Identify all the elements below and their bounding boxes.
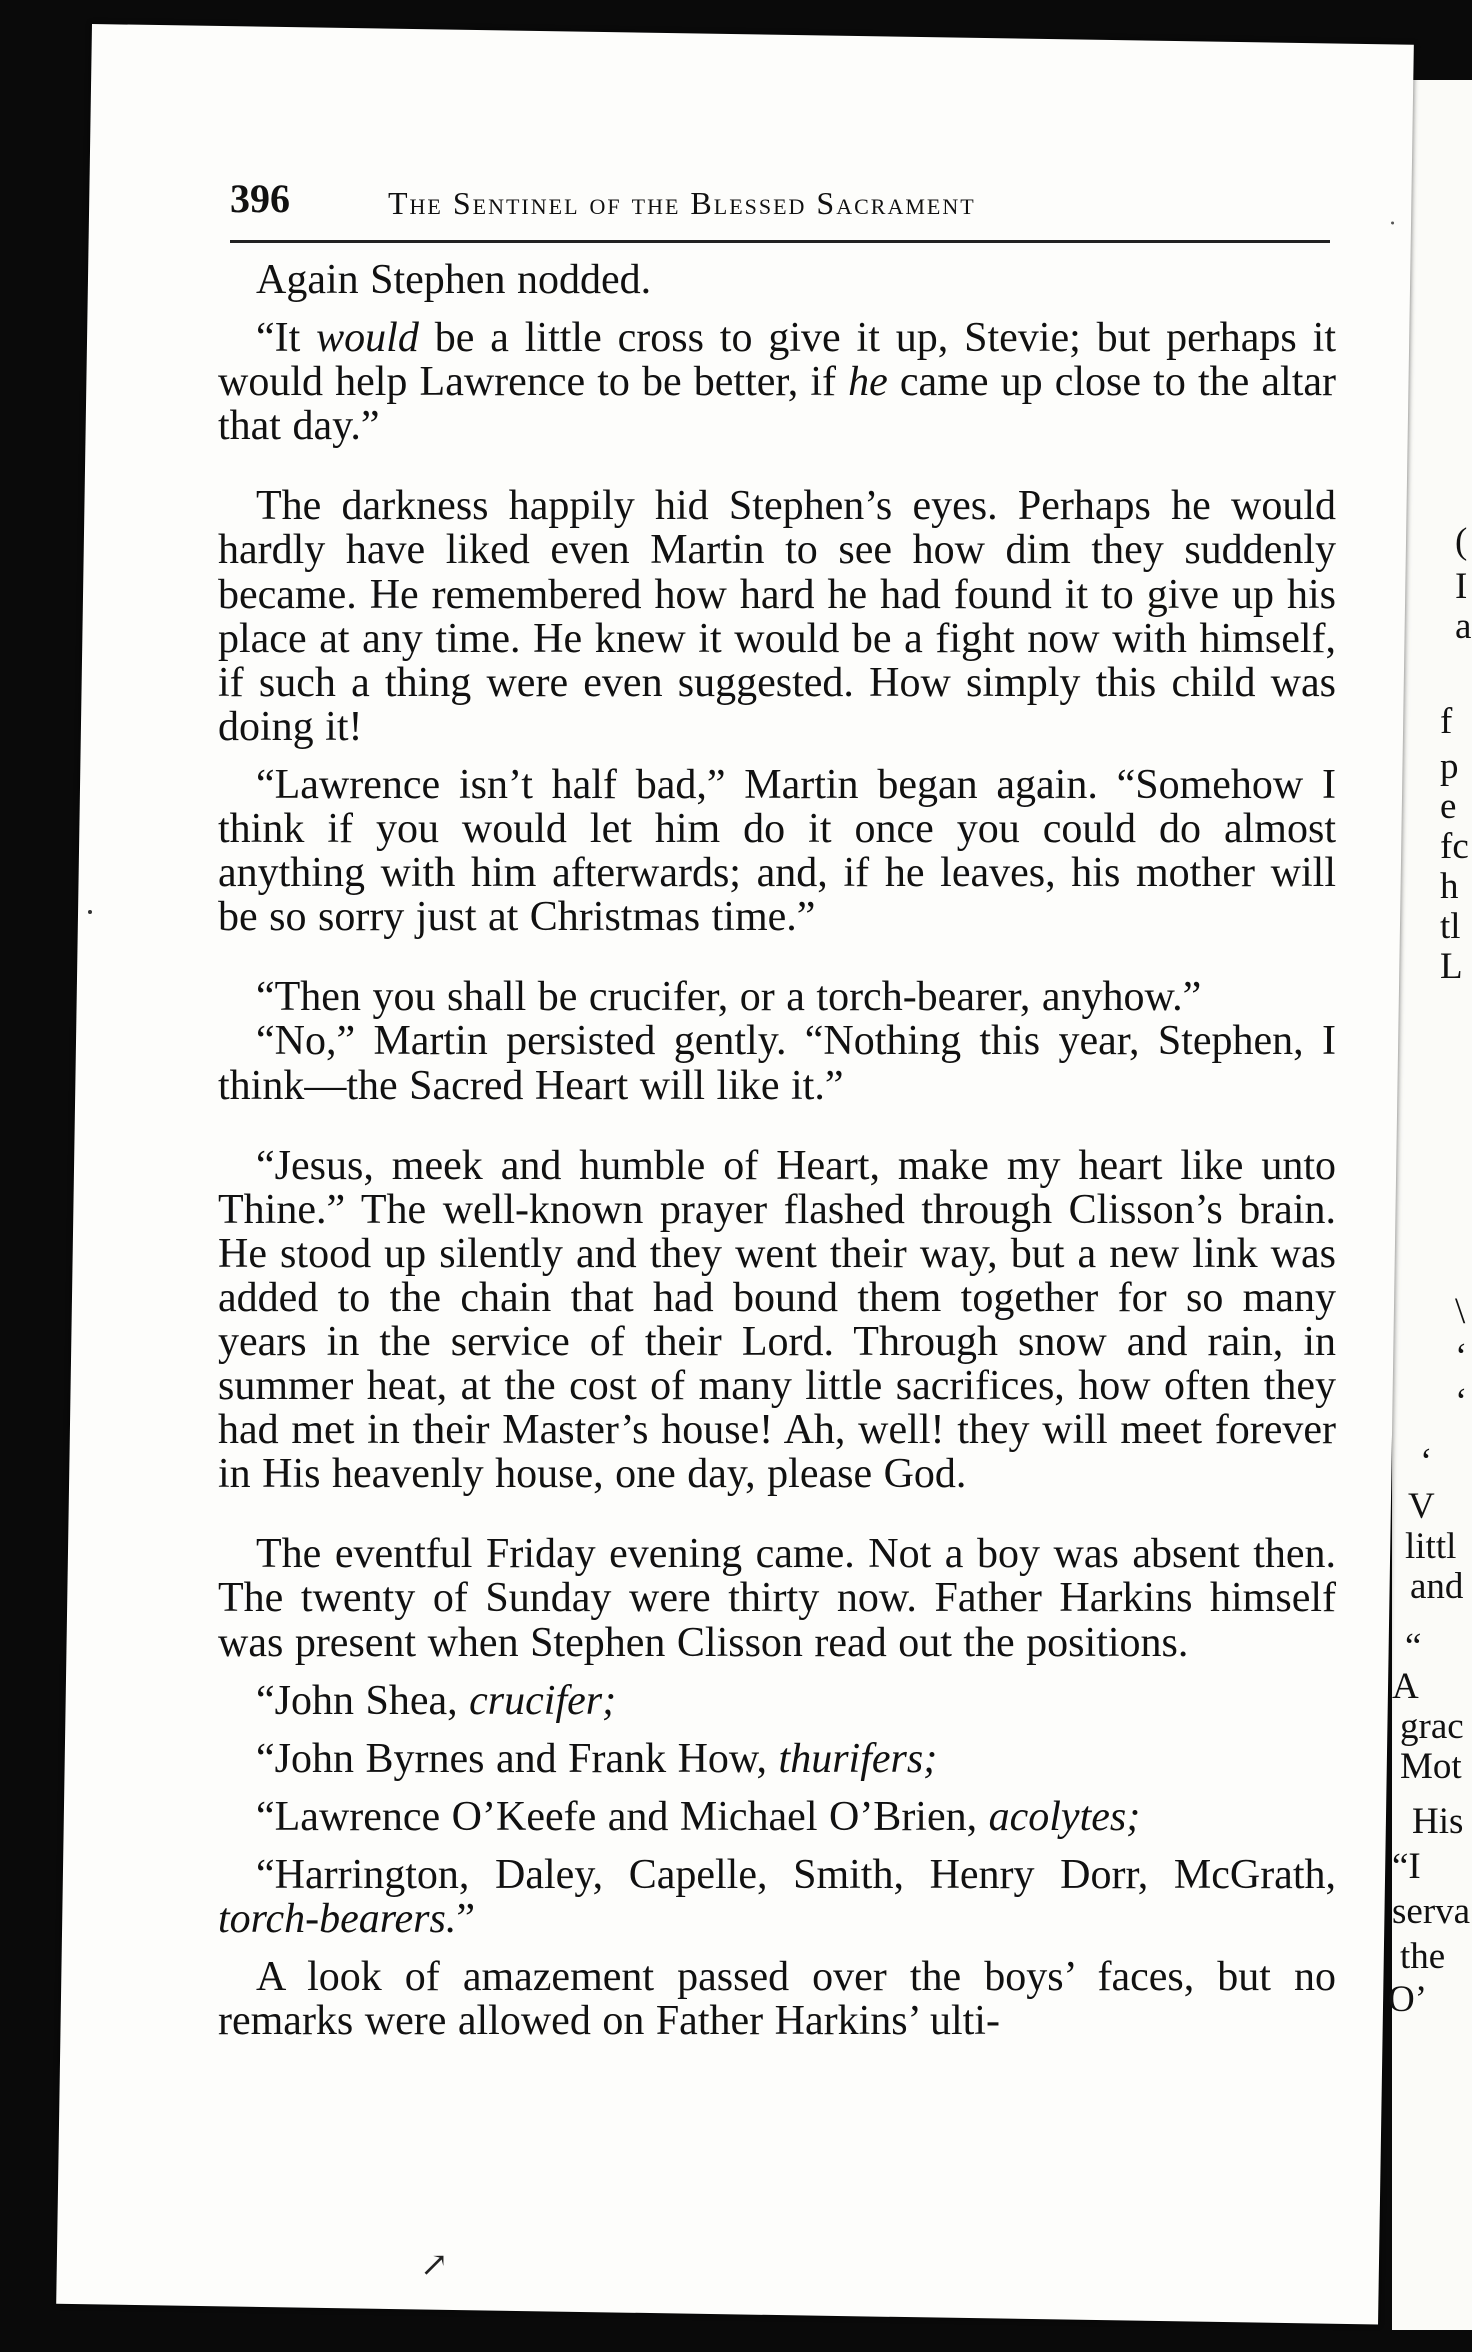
paper-speck bbox=[88, 910, 92, 914]
facing-page-fragment: “I bbox=[1392, 1846, 1421, 1887]
paragraph: “Harrington, Daley, Capelle, Smith, Henry Dorr, McGrath, torch-bearers.” bbox=[218, 1851, 1336, 1942]
facing-page-fragment: the bbox=[1400, 1936, 1446, 1977]
facing-page-fragment: \ bbox=[1455, 1291, 1466, 1332]
facing-page-fragment: O’ bbox=[1388, 1979, 1428, 2020]
running-title: The Sentinel of the Blessed Sacrament bbox=[388, 185, 976, 221]
facing-page-fragment: ‘ bbox=[1455, 1336, 1468, 1377]
facing-page-fragment: e bbox=[1440, 786, 1457, 827]
facing-page-fragment: I bbox=[1455, 566, 1468, 607]
paragraph: “John Shea, crucifer; bbox=[256, 1677, 617, 1724]
facing-page-fragment: His bbox=[1412, 1801, 1464, 1842]
facing-page-fragment: L bbox=[1440, 946, 1463, 987]
paragraph: “Lawrence O’Keefe and Michael O’Brien, acolytes; bbox=[256, 1793, 1141, 1840]
paragraph: “It would be a little cross to give it up, Stevie; but perhaps it would help Lawrence to be better, if he came up close to the altar that day.” bbox=[218, 315, 1336, 450]
facing-page-fragment: ( bbox=[1455, 521, 1468, 562]
facing-page-fragment: grac bbox=[1400, 1706, 1464, 1747]
pencil-mark: ↗ bbox=[420, 2247, 449, 2284]
facing-page-fragment: serva bbox=[1392, 1891, 1471, 1932]
facing-page-fragment: fс bbox=[1440, 826, 1469, 867]
paragraph: “Lawrence isn’t half bad,” Martin began again. “Somehow I think if you would let him do it once you could do almost anything with him afterwards; and, if he leaves, his mother will be so sorry just at Christmas time.” bbox=[218, 761, 1336, 941]
facing-page-fragment: and bbox=[1410, 1566, 1464, 1607]
facing-page-fragment: tl bbox=[1440, 906, 1461, 947]
paragraph: “No,” Martin persisted gently. “Nothing this year, Stephen, I think—the Sacred Heart will like it.” bbox=[218, 1018, 1336, 1109]
facing-page-fragment: Mot bbox=[1400, 1746, 1462, 1787]
facing-page-fragment: h bbox=[1440, 866, 1459, 907]
header-rule bbox=[230, 240, 1330, 243]
paragraph: “John Byrnes and Frank How, thurifers; bbox=[256, 1735, 938, 1782]
paper-speck bbox=[1391, 221, 1394, 224]
facing-page-fragment: A bbox=[1392, 1666, 1419, 1707]
running-header bbox=[230, 175, 1330, 235]
paragraph: “Jesus, meek and humble of Heart, make my heart like unto Thine.” The well-known prayer flashed through Clisson’s brain. He stood up silently and they went their way, but a new link was added to the chain that had bound them together for so many years in the service of their Lord. Through snow and rain, in summer heat, at the cost of many little sacrifices, how often they had met in their Master’s house! Ah, well! they will meet forever in His heavenly house, one day, please God. bbox=[218, 1142, 1336, 1498]
facing-page-fragment: ‘ bbox=[1455, 1381, 1468, 1422]
facing-page-fragment: f bbox=[1440, 701, 1453, 742]
paragraph: Again Stephen nodded. bbox=[256, 257, 652, 303]
facing-page-fragment: ‘ bbox=[1420, 1441, 1433, 1482]
facing-page-fragment: p bbox=[1440, 746, 1459, 787]
facing-page-fragment: littl bbox=[1405, 1526, 1457, 1567]
paragraph: “Then you shall be crucifer, or a torch-bearer, anyhow.” bbox=[256, 974, 1202, 1021]
facing-page-fragment: “ bbox=[1405, 1626, 1422, 1667]
facing-page-fragment: a bbox=[1455, 606, 1472, 647]
facing-page-fragment: V bbox=[1408, 1486, 1435, 1527]
paragraph: The darkness happily hid Stephen’s eyes. Perhaps he would hardly have liked even Martin to see how dim they suddenly became. He remembered how hard he had found it to give up his place at any time. He knew it would be a fight now with himself, if such a thing were even suggested. How simply this child was doing it! bbox=[218, 483, 1336, 750]
paragraph: The eventful Friday evening came. Not a boy was absent then. The twenty of Sunday were thirty now. Father Harkins himself was present when Stephen Clisson read out the positions. bbox=[218, 1531, 1336, 1666]
paragraph: A look of amazement passed over the boys’ faces, but no remarks were allowed on Father Harkins’ ulti- bbox=[218, 1954, 1336, 2045]
body-text bbox=[218, 258, 1336, 2043]
page-number: 396 bbox=[230, 176, 290, 221]
